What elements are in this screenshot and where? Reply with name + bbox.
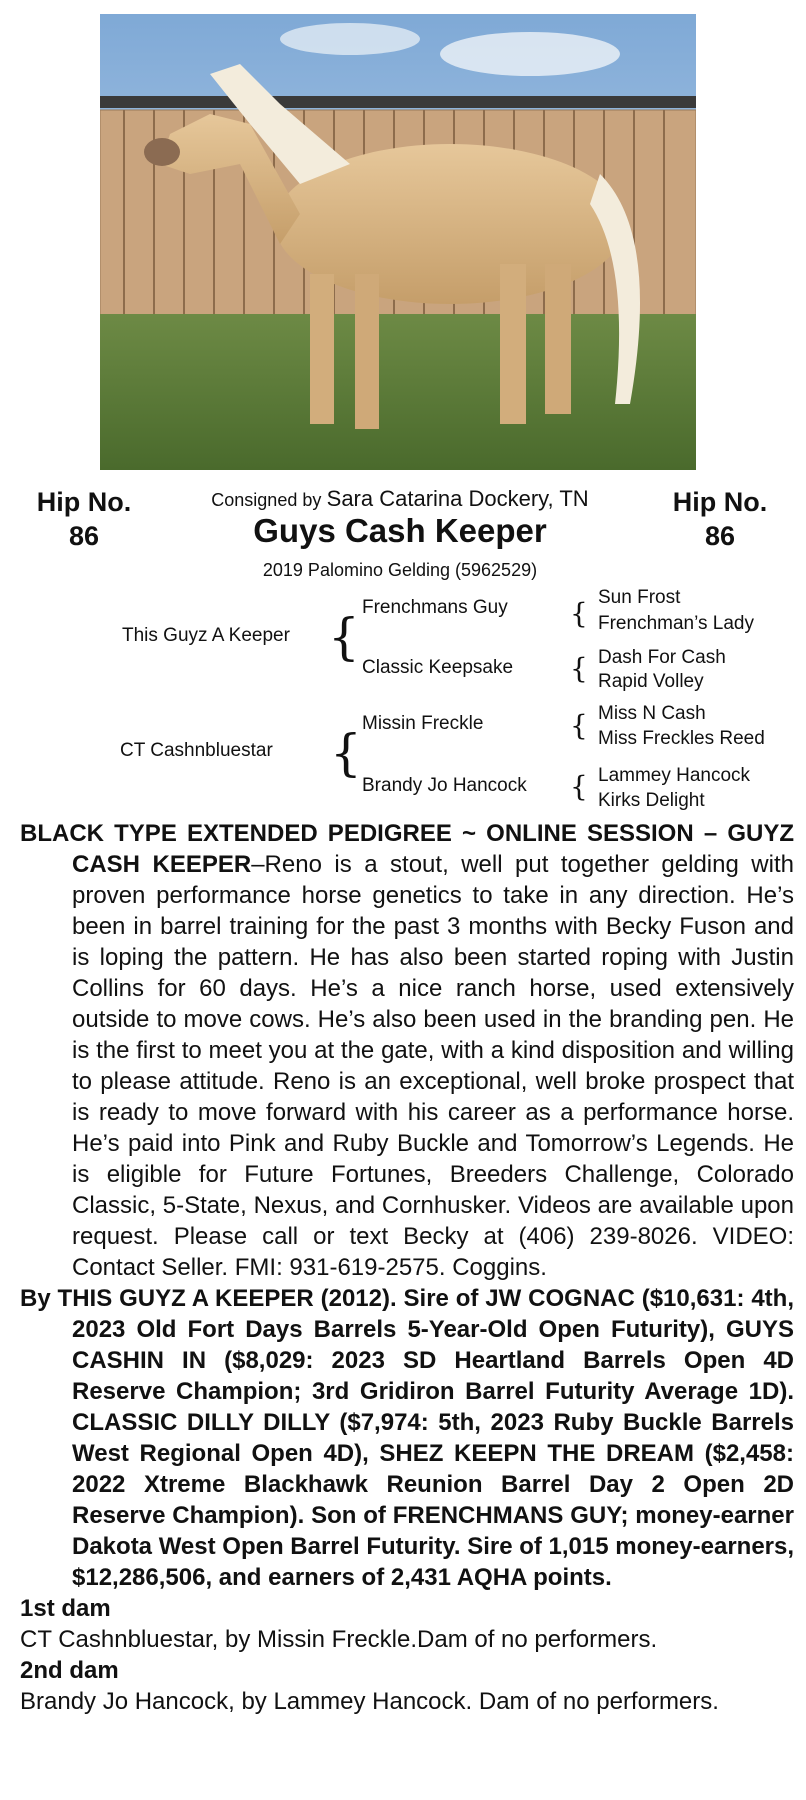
pedigree-dsd: Miss Freckles Reed bbox=[598, 728, 765, 749]
hip-value: 86 bbox=[68, 521, 100, 551]
second-dam-text: Brandy Jo Hancock, by Lammey Hancock. Dam of no performers. bbox=[20, 1688, 719, 1715]
pedigree-sds: Dash For Cash bbox=[598, 647, 726, 668]
pedigree-brace: { bbox=[570, 709, 588, 742]
pedigree-brace: { bbox=[570, 597, 588, 630]
horse-photo-image bbox=[100, 14, 696, 470]
description-paragraph bbox=[20, 818, 794, 1283]
sire-paragraph: By THIS GUYZ A KEEPER (2012). Sire of JW COGNAC ($10,631: 4th, 2023 Old Fort Days Barrels 5-Year-Old Open Futurity), GUYS CASHIN IN ($8,029: 2023 SD Heartland Barrels Open 4D Reserve Champion; 3rd Gridiron Barrel Futurity Average 1D). CLASSIC DILLY DILLY ($7,974: 5th, 2023 Ruby Buckle Barrels West Regional Open 4D), SHEZ KEEPN THE DREAM ($2,458: 2022 Xtreme Blackhawk Reunion Barrel Day 2 Open 2D Reserve Champion). Son of FRENCHMANS GUY; money-earner Dakota West Open Barrel Futurity. Sire of 1,015 money-earners, $12,286,506, and earners of 2,431 AQHA points. bbox=[20, 1285, 795, 1591]
pedigree-sire-sire: Frenchmans Guy bbox=[362, 597, 508, 618]
first-dam-heading: 1st dam bbox=[20, 1595, 111, 1622]
horse-description: 2019 Palomino Gelding (5962529) bbox=[262, 560, 538, 580]
horse-photo bbox=[100, 14, 696, 470]
consignor-prefix: Consigned by bbox=[211, 490, 322, 510]
description-body: –Reno is a stout, well put together gelding with proven performance horse genetics to take in any direction. He’s been in barrel training for the past 3 months with Becky Fuson and is loping the pattern. He has also been started roping with Justin Collins for 60 days. He’s a nice ranch horse, used extensively outside to move cows. He’s also been used in the branding pen. He is the first to meet you at the gate, with a kind disposition and willing to please attitude. Reno is an exceptional, well broke prospect that is ready to move forward with his career as a performance horse. He’s paid into Pink and Ruby Buckle and Tomorrow’s Legends. He is eligible for Future Fortunes, Breeders Challenge, Colorado Classic, 5-State, Nexus, and Cornhusker. Videos are available upon request. Please call or text Becky at (406) 239-8026. VIDEO: Contact Seller. FMI: 931-619-2575. Coggins. bbox=[72, 851, 794, 1281]
second-dam-heading: 2nd dam bbox=[20, 1657, 119, 1684]
pedigree-dds: Lammey Hancock bbox=[598, 765, 751, 786]
hip-number-left bbox=[14, 485, 154, 553]
pedigree-brace: { bbox=[328, 608, 360, 666]
hip-label: Hip No. bbox=[672, 487, 768, 517]
hip-label: Hip No. bbox=[36, 487, 132, 517]
pedigree-ddd: Kirks Delight bbox=[598, 790, 705, 811]
pedigree-sire: This Guyz A Keeper bbox=[122, 625, 290, 646]
pedigree-ssd: Frenchman’s Lady bbox=[598, 613, 754, 634]
consignor-name: Sara Catarina Dockery, TN bbox=[326, 486, 589, 511]
horse-name: Guys Cash Keeper bbox=[253, 512, 547, 549]
pedigree-dam-sire: Missin Freckle bbox=[362, 713, 484, 734]
pedigree-sire-dam: Classic Keepsake bbox=[362, 657, 514, 678]
pedigree-sss: Sun Frost bbox=[598, 587, 681, 608]
pedigree-brace: { bbox=[570, 652, 588, 685]
pedigree-dss: Miss N Cash bbox=[598, 703, 706, 724]
pedigree-brace: { bbox=[570, 770, 588, 803]
pedigree-brace: { bbox=[330, 724, 362, 782]
first-dam-text: CT Cashnbluestar, by Missin Freckle.Dam of no performers. bbox=[20, 1626, 658, 1653]
catalog-text bbox=[20, 818, 794, 1717]
pedigree-sdd: Rapid Volley bbox=[598, 671, 704, 692]
consignor-line bbox=[170, 486, 630, 512]
hip-number-right bbox=[650, 485, 790, 553]
pedigree-dam-dam: Brandy Jo Hancock bbox=[362, 775, 527, 796]
pedigree-dam: CT Cashnbluestar bbox=[120, 740, 273, 761]
description-lead: BLACK TYPE EXTENDED PEDIGREE ~ ONLINE SESSION – GUYZ CASH KEEPER bbox=[20, 820, 794, 878]
hip-value: 86 bbox=[704, 521, 736, 551]
